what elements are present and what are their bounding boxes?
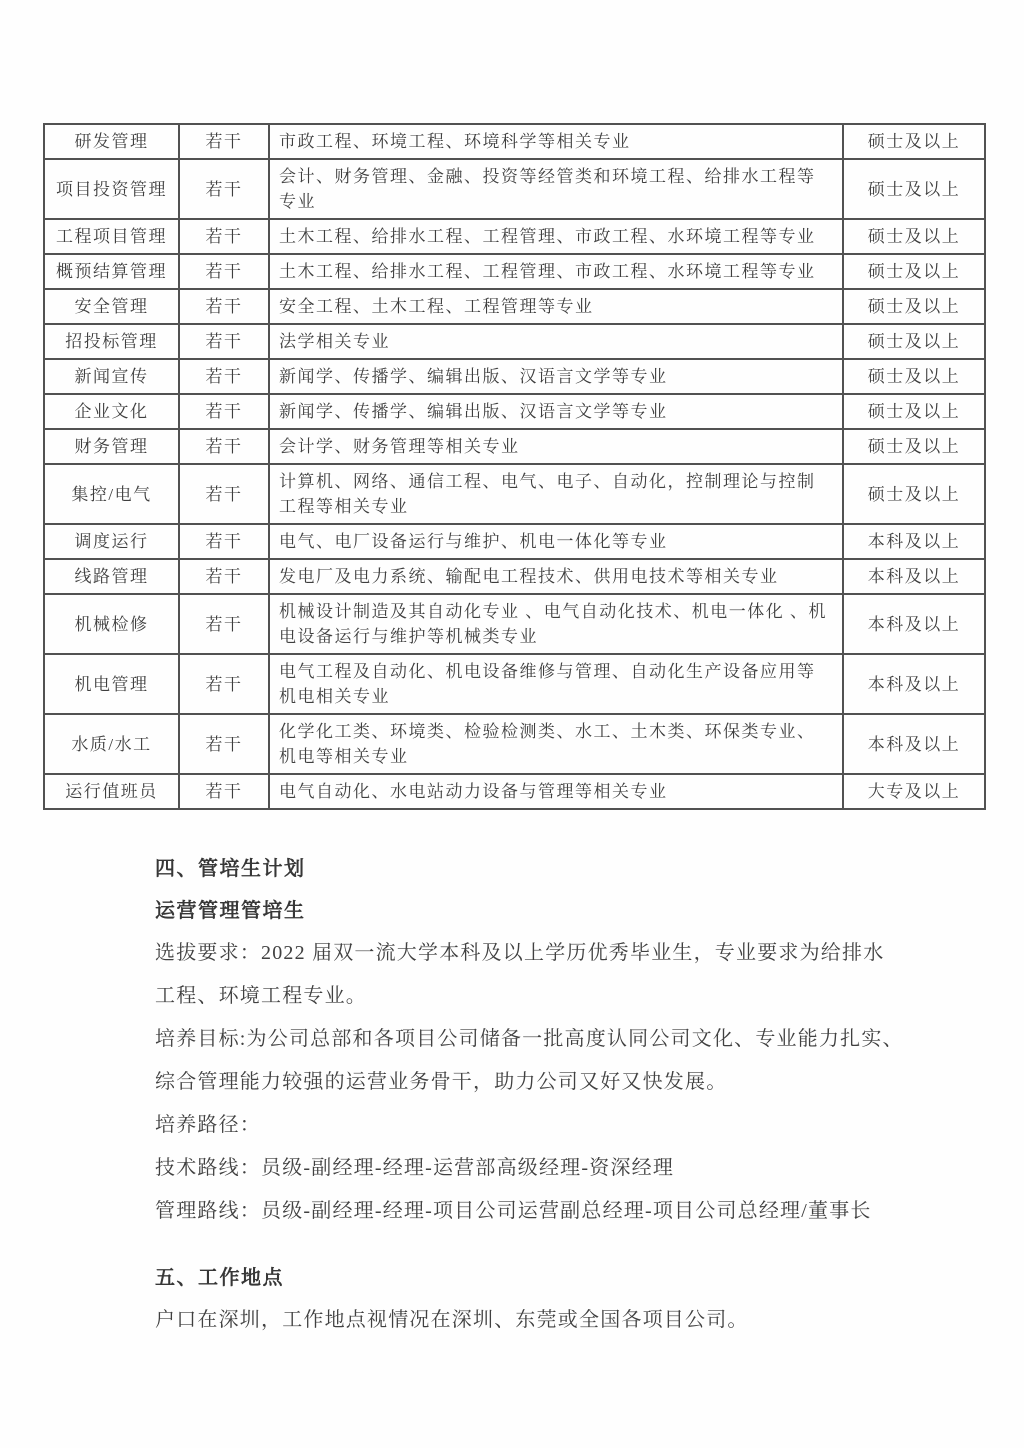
cell-majors: 安全工程、土木工程、工程管理等专业 xyxy=(269,289,843,324)
cell-education: 本科及以上 xyxy=(843,654,985,714)
table-row xyxy=(44,559,985,594)
cell-position: 项目投资管理 xyxy=(44,159,179,219)
cell-position: 水质/水工 xyxy=(44,714,179,774)
cell-majors: 电气自动化、水电站动力设备与管理等相关专业 xyxy=(269,774,843,809)
cell-education: 本科及以上 xyxy=(843,559,985,594)
cell-education: 硕士及以上 xyxy=(843,359,985,394)
cell-headcount: 若干 xyxy=(179,394,269,429)
cell-education: 硕士及以上 xyxy=(843,124,985,159)
cell-education: 本科及以上 xyxy=(843,524,985,559)
cell-education: 硕士及以上 xyxy=(843,324,985,359)
work-location-paragraphs xyxy=(155,1299,1024,1342)
table-row xyxy=(44,594,985,654)
cell-position: 线路管理 xyxy=(44,559,179,594)
cell-majors: 新闻学、传播学、编辑出版、汉语言文学等专业 xyxy=(269,359,843,394)
cell-position: 机电管理 xyxy=(44,654,179,714)
cell-majors: 会计、财务管理、金融、投资等经管类和环境工程、给排水工程等专业 xyxy=(269,159,843,219)
cell-majors: 土木工程、给排水工程、工程管理、市政工程、水环境工程等专业 xyxy=(269,254,843,289)
cell-majors: 新闻学、传播学、编辑出版、汉语言文学等专业 xyxy=(269,394,843,429)
table-row xyxy=(44,524,985,559)
cell-majors: 电气工程及自动化、机电设备维修与管理、自动化生产设备应用等机电相关专业 xyxy=(269,654,843,714)
text-line: 培养路径： xyxy=(155,1114,261,1136)
section-work-location xyxy=(155,1257,1024,1342)
cell-position: 研发管理 xyxy=(44,124,179,159)
cell-position: 招投标管理 xyxy=(44,324,179,359)
cell-education: 硕士及以上 xyxy=(843,464,985,524)
cell-position: 财务管理 xyxy=(44,429,179,464)
cell-education: 硕士及以上 xyxy=(843,289,985,324)
table-row xyxy=(44,394,985,429)
cell-headcount: 若干 xyxy=(179,714,269,774)
cell-headcount: 若干 xyxy=(179,559,269,594)
cell-majors: 计算机、网络、通信工程、电气、电子、自动化，控制理论与控制工程等相关专业 xyxy=(269,464,843,524)
cell-position: 机械检修 xyxy=(44,594,179,654)
cell-majors: 发电厂及电力系统、输配电工程技术、供用电技术等相关专业 xyxy=(269,559,843,594)
cell-position: 概预结算管理 xyxy=(44,254,179,289)
table-row xyxy=(44,254,985,289)
table-row xyxy=(44,429,985,464)
cell-education: 硕士及以上 xyxy=(843,159,985,219)
cell-majors: 法学相关专业 xyxy=(269,324,843,359)
cell-headcount: 若干 xyxy=(179,654,269,714)
cell-headcount: 若干 xyxy=(179,324,269,359)
table-row xyxy=(44,774,985,809)
cell-position: 工程项目管理 xyxy=(44,219,179,254)
recruitment-table-body xyxy=(44,124,985,809)
table-row xyxy=(44,359,985,394)
table-row xyxy=(44,219,985,254)
text-line: 选拔要求：2022 届双一流大学本科及以上学历优秀毕业生，专业要求为给排水 xyxy=(155,942,885,964)
cell-headcount: 若干 xyxy=(179,594,269,654)
cell-majors: 会计学、财务管理等相关专业 xyxy=(269,429,843,464)
table-row xyxy=(44,714,985,774)
cell-majors: 市政工程、环境工程、环境科学等相关专业 xyxy=(269,124,843,159)
cell-majors: 土木工程、给排水工程、工程管理、市政工程、水环境工程等专业 xyxy=(269,219,843,254)
cell-majors: 化学化工类、环境类、检验检测类、水工、土木类、环保类专业、机电等相关专业 xyxy=(269,714,843,774)
section-heading-work-location: 五、工作地点 xyxy=(155,1267,284,1289)
cell-majors: 电气、电厂设备运行与维护、机电一体化等专业 xyxy=(269,524,843,559)
cell-headcount: 若干 xyxy=(179,124,269,159)
cell-position: 调度运行 xyxy=(44,524,179,559)
cell-headcount: 若干 xyxy=(179,359,269,394)
cell-headcount: 若干 xyxy=(179,289,269,324)
text-line: 工程、环境工程专业。 xyxy=(155,985,367,1007)
cell-education: 大专及以上 xyxy=(843,774,985,809)
section-heading-trainee-plan: 四、管培生计划 xyxy=(155,858,306,880)
cell-headcount: 若干 xyxy=(179,464,269,524)
cell-education: 硕士及以上 xyxy=(843,429,985,464)
cell-education: 本科及以上 xyxy=(843,714,985,774)
text-line: 户口在深圳，工作地点视情况在深圳、东莞或全国各项目公司。 xyxy=(155,1309,749,1331)
table-row xyxy=(44,159,985,219)
text-line: 综合管理能力较强的运营业务骨干，助力公司又好又快发展。 xyxy=(155,1071,728,1093)
table-row xyxy=(44,324,985,359)
table-row xyxy=(44,654,985,714)
cell-headcount: 若干 xyxy=(179,429,269,464)
cell-education: 硕士及以上 xyxy=(843,394,985,429)
cell-position: 企业文化 xyxy=(44,394,179,429)
section-trainee-plan xyxy=(155,848,1024,1233)
cell-headcount: 若干 xyxy=(179,254,269,289)
recruitment-positions-table xyxy=(43,123,986,810)
cell-headcount: 若干 xyxy=(179,774,269,809)
cell-position: 运行值班员 xyxy=(44,774,179,809)
cell-headcount: 若干 xyxy=(179,219,269,254)
cell-position: 新闻宣传 xyxy=(44,359,179,394)
cell-headcount: 若干 xyxy=(179,159,269,219)
text-line: 技术路线：员级-副经理-经理-运营部高级经理-资深经理 xyxy=(155,1157,675,1179)
cell-headcount: 若干 xyxy=(179,524,269,559)
cell-majors: 机械设计制造及其自动化专业 、电气自动化技术、机电一体化 、机电设备运行与维护等机械类专业 xyxy=(269,594,843,654)
text-line: 管理路线：员级-副经理-经理-项目公司运营副总经理-项目公司总经理/董事长 xyxy=(155,1200,872,1222)
table-row xyxy=(44,124,985,159)
cell-education: 硕士及以上 xyxy=(843,254,985,289)
table-row xyxy=(44,289,985,324)
trainee-plan-paragraphs xyxy=(155,932,1024,1233)
cell-education: 本科及以上 xyxy=(843,594,985,654)
table-row xyxy=(44,464,985,524)
cell-position: 安全管理 xyxy=(44,289,179,324)
section-subheading-operations-trainee: 运营管理管培生 xyxy=(155,900,306,922)
text-line: 培养目标:为公司总部和各项目公司储备一批高度认同公司文化、专业能力扎实、 xyxy=(155,1028,904,1050)
cell-education: 硕士及以上 xyxy=(843,219,985,254)
cell-position: 集控/电气 xyxy=(44,464,179,524)
